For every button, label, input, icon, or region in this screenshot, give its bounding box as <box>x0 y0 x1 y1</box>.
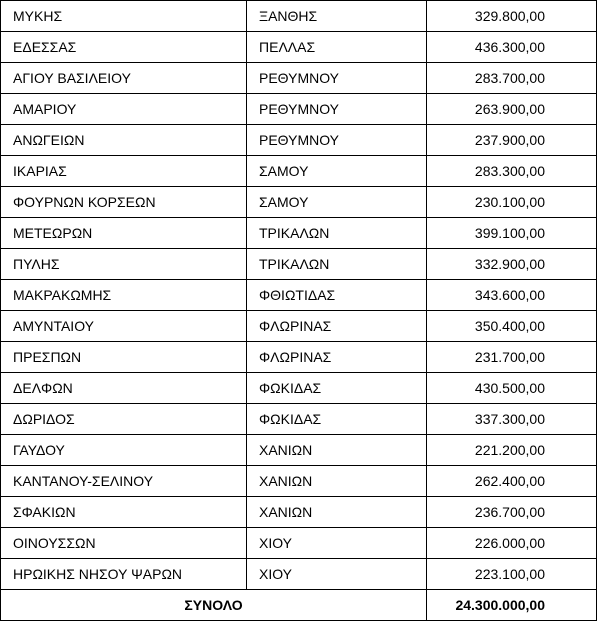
total-amount: 24.300.000,00 <box>427 590 597 621</box>
prefecture-cell: ΣΑΜΟΥ <box>247 187 427 218</box>
municipality-cell: ΔΕΛΦΩΝ <box>1 373 247 404</box>
municipality-cell: ΚΑΝΤΑΝΟΥ-ΣΕΛΙΝΟΥ <box>1 466 247 497</box>
municipality-cell: ΑΜΑΡΙΟΥ <box>1 94 247 125</box>
table-row <box>1 63 597 94</box>
table-row <box>1 280 597 311</box>
table-row <box>1 125 597 156</box>
prefecture-cell: ΤΡΙΚΑΛΩΝ <box>247 218 427 249</box>
amount-cell: 221.200,00 <box>427 435 597 466</box>
table-row <box>1 373 597 404</box>
table-row <box>1 404 597 435</box>
amount-cell: 332.900,00 <box>427 249 597 280</box>
prefecture-cell: ΧΑΝΙΩΝ <box>247 497 427 528</box>
table-row <box>1 218 597 249</box>
municipality-cell: ΜΕΤΕΩΡΩΝ <box>1 218 247 249</box>
table-row <box>1 187 597 218</box>
amount-cell: 343.600,00 <box>427 280 597 311</box>
amount-cell: 350.400,00 <box>427 311 597 342</box>
table-row <box>1 435 597 466</box>
amount-cell: 436.300,00 <box>427 32 597 63</box>
amount-cell: 230.100,00 <box>427 187 597 218</box>
amount-cell: 399.100,00 <box>427 218 597 249</box>
municipality-cell: ΔΩΡΙΔΟΣ <box>1 404 247 435</box>
municipality-cell: ΑΜΥΝΤΑΙΟΥ <box>1 311 247 342</box>
prefecture-cell: ΧΑΝΙΩΝ <box>247 435 427 466</box>
prefecture-cell: ΡΕΘΥΜΝΟΥ <box>247 125 427 156</box>
municipality-cell: ΜΥΚΗΣ <box>1 1 247 32</box>
table-row <box>1 94 597 125</box>
total-label: ΣΥΝΟΛΟ <box>1 590 427 621</box>
table-row <box>1 249 597 280</box>
municipality-cell: ΕΔΕΣΣΑΣ <box>1 32 247 63</box>
amount-cell: 329.800,00 <box>427 1 597 32</box>
municipality-cell: ΗΡΩΙΚΗΣ ΝΗΣΟΥ ΨΑΡΩΝ <box>1 559 247 590</box>
prefecture-cell: ΣΑΜΟΥ <box>247 156 427 187</box>
prefecture-cell: ΡΕΘΥΜΝΟΥ <box>247 94 427 125</box>
table-row <box>1 1 597 32</box>
table-row <box>1 311 597 342</box>
amount-cell: 262.400,00 <box>427 466 597 497</box>
municipality-cell: ΣΦΑΚΙΩΝ <box>1 497 247 528</box>
amount-cell: 223.100,00 <box>427 559 597 590</box>
prefecture-cell: ΠΕΛΛΑΣ <box>247 32 427 63</box>
prefecture-cell: ΧΑΝΙΩΝ <box>247 466 427 497</box>
prefecture-cell: ΧΙΟΥ <box>247 559 427 590</box>
table-row <box>1 466 597 497</box>
municipality-cell: ΟΙΝΟΥΣΣΩΝ <box>1 528 247 559</box>
prefecture-cell: ΦΘΙΩΤΙΔΑΣ <box>247 280 427 311</box>
prefecture-cell: ΦΩΚΙΔΑΣ <box>247 373 427 404</box>
amount-cell: 237.900,00 <box>427 125 597 156</box>
table-row <box>1 32 597 63</box>
prefecture-cell: ΤΡΙΚΑΛΩΝ <box>247 249 427 280</box>
amount-cell: 337.300,00 <box>427 404 597 435</box>
amount-cell: 283.700,00 <box>427 63 597 94</box>
amount-cell: 226.000,00 <box>427 528 597 559</box>
municipality-cell: ΜΑΚΡΑΚΩΜΗΣ <box>1 280 247 311</box>
municipality-cell: ΓΑΥΔΟΥ <box>1 435 247 466</box>
prefecture-cell: ΦΛΩΡΙΝΑΣ <box>247 311 427 342</box>
table-row <box>1 342 597 373</box>
municipality-cell: ΦΟΥΡΝΩΝ ΚΟΡΣΕΩΝ <box>1 187 247 218</box>
prefecture-cell: ΞΑΝΘΗΣ <box>247 1 427 32</box>
amount-cell: 283.300,00 <box>427 156 597 187</box>
municipality-cell: ΑΝΩΓΕΙΩΝ <box>1 125 247 156</box>
amount-cell: 236.700,00 <box>427 497 597 528</box>
table-row <box>1 497 597 528</box>
table-body <box>1 1 597 621</box>
municipality-cell: ΠΡΕΣΠΩΝ <box>1 342 247 373</box>
amount-cell: 231.700,00 <box>427 342 597 373</box>
amount-cell: 263.900,00 <box>427 94 597 125</box>
prefecture-cell: ΦΛΩΡΙΝΑΣ <box>247 342 427 373</box>
table-row <box>1 559 597 590</box>
table-row <box>1 156 597 187</box>
municipality-cell: ΑΓΙΟΥ ΒΑΣΙΛΕΙΟΥ <box>1 63 247 94</box>
prefecture-cell: ΦΩΚΙΔΑΣ <box>247 404 427 435</box>
prefecture-cell: ΡΕΘΥΜΝΟΥ <box>247 63 427 94</box>
total-row <box>1 590 597 621</box>
amount-cell: 430.500,00 <box>427 373 597 404</box>
table-row <box>1 528 597 559</box>
municipality-cell: ΠΥΛΗΣ <box>1 249 247 280</box>
prefecture-cell: ΧΙΟΥ <box>247 528 427 559</box>
municipality-cell: ΙΚΑΡΙΑΣ <box>1 156 247 187</box>
